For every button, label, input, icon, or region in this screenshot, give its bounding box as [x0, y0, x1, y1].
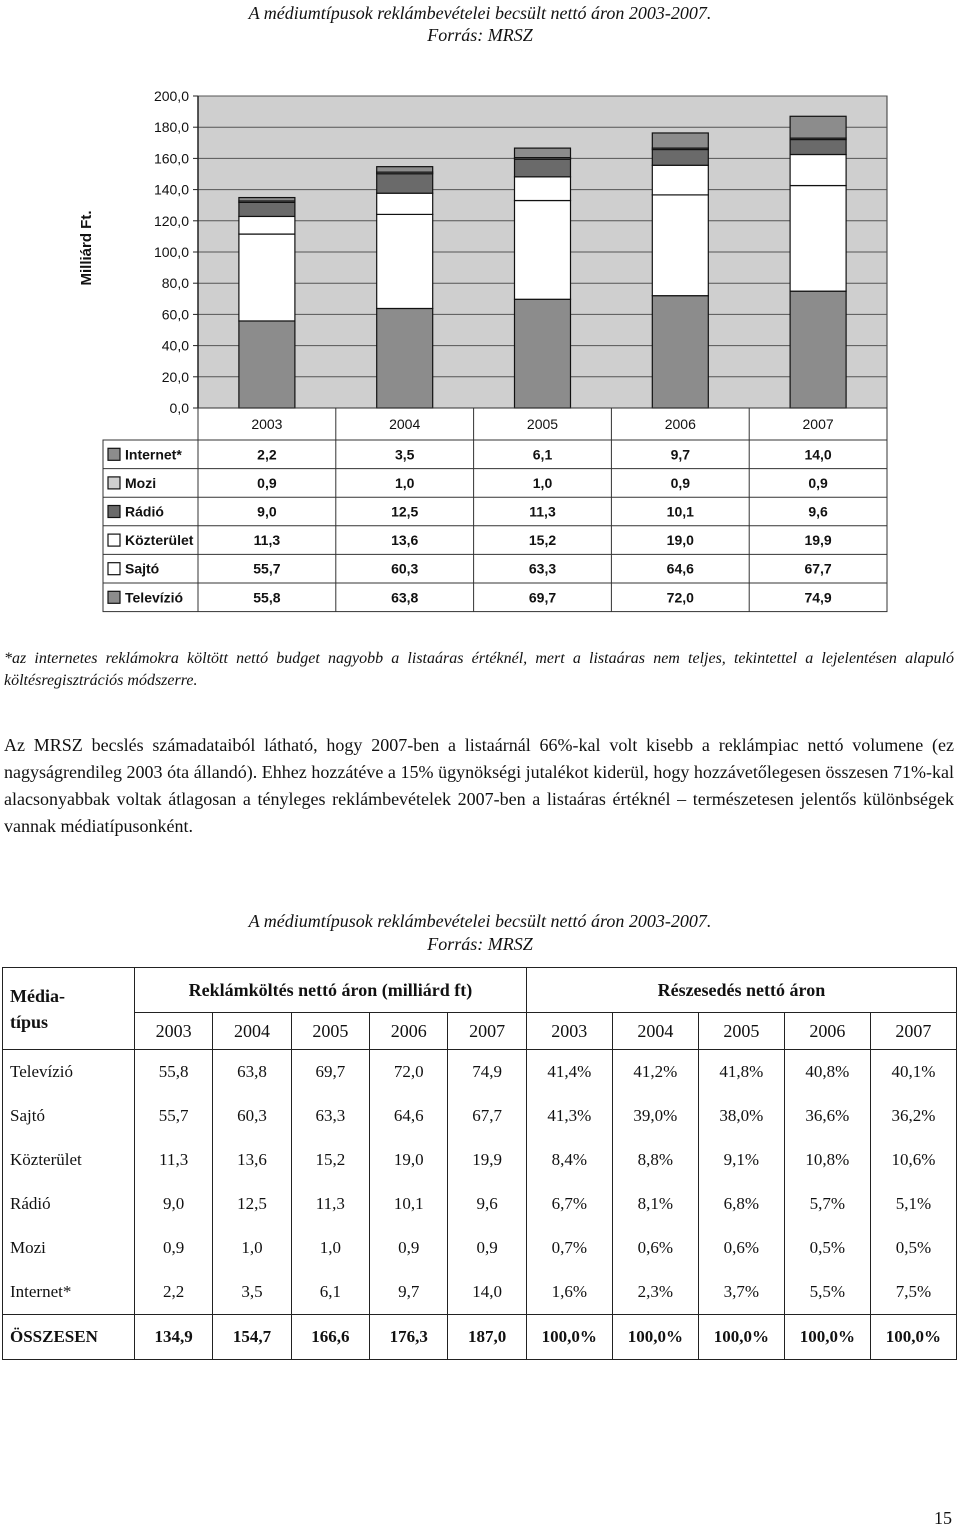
table-year-header: 2006	[370, 1013, 448, 1050]
table-year-header: 2004	[213, 1013, 291, 1050]
bar-segment	[377, 308, 433, 408]
table-year-header: 2007	[448, 1013, 526, 1050]
data-label: 10,1	[666, 503, 694, 520]
table-total-cell: 100,0%	[698, 1315, 784, 1360]
table-cell: 13,6	[213, 1138, 291, 1182]
table-cell: 15,2	[291, 1138, 369, 1182]
data-label: 9,0	[257, 503, 277, 520]
bar-segment	[515, 201, 571, 300]
table-caption-title: A médiumtípusok reklámbevételei becsült nettó áron 2003-2007.	[248, 911, 712, 931]
table-cell: 7,5%	[870, 1270, 956, 1315]
legend-label: Sajtó	[125, 560, 160, 577]
table-cell: 38,0%	[698, 1094, 784, 1138]
legend-swatch	[108, 506, 120, 518]
table-cell: 40,8%	[784, 1050, 870, 1095]
table-total-cell: 100,0%	[526, 1315, 612, 1360]
table-year-header: 2006	[784, 1013, 870, 1050]
table-row-label: Rádió	[3, 1182, 135, 1226]
chart-footnote: *az internetes reklámokra költött nettó budget nagyobb a listaáras értéknél, mert a listaáras nem teljes, tekintettel a lejelentésen alapuló költésregisztrációs módszerre.	[4, 650, 954, 689]
table-cell: 9,6	[448, 1182, 526, 1226]
table-row-label: Internet*	[3, 1270, 135, 1315]
table-cell: 8,4%	[526, 1138, 612, 1182]
table-year-header: 2007	[870, 1013, 956, 1050]
table-cell: 55,7	[135, 1094, 213, 1138]
table-caption-source: Forrás: MRSZ	[427, 934, 533, 954]
y-tick-label: 60,0	[161, 306, 189, 323]
bar-segment	[377, 193, 433, 214]
table-cell: 0,5%	[784, 1226, 870, 1270]
table-year-header: 2003	[135, 1013, 213, 1050]
table-year-header-row	[3, 1013, 957, 1050]
table-cell: 39,0%	[612, 1094, 698, 1138]
table-cell: 8,8%	[612, 1138, 698, 1182]
table-total-cell: 166,6	[291, 1315, 369, 1360]
body-paragraph: Az MRSZ becslés számadataiból látható, hogy 2007-ben a listaárnál 66%-kal volt kisebb a reklámpiac nettó volumene (ez nagyságrendileg 2003 óta állandó). Ehhez hozzátéve a 15% ügynökségi jutalékot kiderül, hogy hozzávetőlegesen összesen 71%-kal alacsonyabbak voltak átlagosan a tényleges reklámbevételek 2007-ben a listaáras értéknél – természetesen jelentős különbségek vannak médiatípusonként.	[4, 735, 954, 836]
y-tick-label: 140,0	[153, 181, 189, 198]
data-label: 0,9	[670, 474, 691, 491]
data-label: 19,9	[804, 532, 832, 549]
bar-segment	[790, 155, 846, 186]
x-category-label: 2007	[802, 416, 834, 432]
table-cell: 11,3	[291, 1182, 369, 1226]
table-total-cell: 154,7	[213, 1315, 291, 1360]
table-cell: 41,2%	[612, 1050, 698, 1095]
legend-swatch	[108, 534, 120, 546]
table-cell: 0,6%	[698, 1226, 784, 1270]
table-cell: 2,2	[135, 1270, 213, 1315]
data-label: 67,7	[804, 560, 832, 577]
data-label: 69,7	[528, 589, 557, 606]
table-cell: 1,0	[213, 1226, 291, 1270]
table-cell: 69,7	[291, 1050, 369, 1095]
table-cell: 0,6%	[612, 1226, 698, 1270]
table-cell: 0,5%	[870, 1226, 956, 1270]
table-cell: 10,8%	[784, 1138, 870, 1182]
table-total-cell: 187,0	[448, 1315, 526, 1360]
bar-segment	[239, 321, 295, 408]
data-label: 64,6	[666, 560, 694, 577]
table-row	[3, 1050, 957, 1095]
data-label: 11,3	[529, 503, 556, 520]
bar-segment	[652, 150, 708, 166]
data-label: 6,1	[532, 446, 553, 463]
table-cell: 9,7	[370, 1270, 448, 1315]
data-label: 19,0	[666, 532, 694, 549]
table-cell: 14,0	[448, 1270, 526, 1315]
table-cell: 1,0	[291, 1226, 369, 1270]
table-cell: 9,1%	[698, 1138, 784, 1182]
table-cell: 10,6%	[870, 1138, 956, 1182]
table-year-header: 2005	[698, 1013, 784, 1050]
table-row	[3, 1182, 957, 1226]
bar-segment	[790, 140, 846, 155]
table-cell: 63,8	[213, 1050, 291, 1095]
table-cell: 10,1	[370, 1182, 448, 1226]
legend-label: Mozi	[125, 474, 157, 491]
table-cell: 8,1%	[612, 1182, 698, 1226]
table-total-cell: 100,0%	[870, 1315, 956, 1360]
table-cell: 9,0	[135, 1182, 213, 1226]
table-cell: 12,5	[213, 1182, 291, 1226]
table-cell: 2,3%	[612, 1270, 698, 1315]
table-cell: 0,9	[370, 1226, 448, 1270]
bar-segment	[652, 165, 708, 195]
y-tick-label: 160,0	[153, 150, 189, 167]
y-axis-label: Milliárd Ft.	[78, 210, 95, 286]
table-cell: 41,4%	[526, 1050, 612, 1095]
table-row	[3, 1270, 957, 1315]
y-tick-label: 100,0	[153, 244, 189, 260]
data-label: 1,0	[394, 474, 415, 491]
table-cell: 55,8	[135, 1050, 213, 1095]
table-cell: 36,6%	[784, 1094, 870, 1138]
table-year-header: 2004	[612, 1013, 698, 1050]
x-category-label: 2006	[664, 416, 696, 432]
table-row-label: Mozi	[3, 1226, 135, 1270]
data-label: 12,5	[391, 503, 419, 520]
bar-segment	[790, 291, 846, 408]
legend-label: Internet*	[125, 446, 182, 463]
table-row-label: Sajtó	[3, 1094, 135, 1138]
table-cell: 72,0	[370, 1050, 448, 1095]
bar-segment	[515, 177, 571, 201]
y-tick-label: 180,0	[153, 119, 189, 136]
table-cell: 0,7%	[526, 1226, 612, 1270]
data-label: 63,3	[528, 560, 557, 577]
table-total-cell: 100,0%	[612, 1315, 698, 1360]
bar-segment	[239, 202, 295, 216]
table-group-header-share: Részesedés nettó áron	[526, 968, 956, 1013]
data-label: 15,2	[528, 532, 557, 549]
media-revenue-table	[2, 967, 957, 1360]
data-label: 9,7	[670, 446, 691, 463]
bar-segment	[515, 148, 571, 158]
table-row-label: Televízió	[3, 1050, 135, 1095]
table-cell: 60,3	[213, 1094, 291, 1138]
bar-segment	[377, 214, 433, 308]
data-label: 1,0	[532, 474, 553, 491]
data-label: 2,2	[257, 446, 277, 463]
y-tick-label: 200,0	[153, 88, 189, 104]
table-cell: 5,1%	[870, 1182, 956, 1226]
table-cell: 6,8%	[698, 1182, 784, 1226]
table-cell: 19,0	[370, 1138, 448, 1182]
bar-segment	[652, 195, 708, 296]
bar-segment	[239, 216, 295, 234]
legend-swatch	[108, 591, 120, 603]
table-group-header-spend: Reklámköltés nettó áron (milliárd ft)	[135, 968, 527, 1013]
data-label: 9,6	[808, 503, 828, 520]
table-cell: 1,6%	[526, 1270, 612, 1315]
table-cell: 36,2%	[870, 1094, 956, 1138]
table-total-label: ÖSSZESEN	[3, 1315, 135, 1360]
data-label: 55,8	[253, 589, 281, 606]
data-label: 72,0	[666, 589, 694, 606]
data-label: 60,3	[391, 560, 419, 577]
bar-segment	[515, 159, 571, 177]
data-label: 55,7	[253, 560, 281, 577]
table-cell: 64,6	[370, 1094, 448, 1138]
table-cell: 41,8%	[698, 1050, 784, 1095]
legend-swatch	[108, 563, 120, 575]
table-cell: 6,1	[291, 1270, 369, 1315]
table-total-cell: 134,9	[135, 1315, 213, 1360]
data-label: 13,6	[391, 532, 419, 549]
bar-segment	[790, 116, 846, 138]
data-label: 0,9	[257, 474, 277, 491]
table-total-cell: 100,0%	[784, 1315, 870, 1360]
bar-segment	[239, 234, 295, 321]
table-total-row	[3, 1315, 957, 1360]
bar-segment	[652, 296, 708, 408]
table-total-cell: 176,3	[370, 1315, 448, 1360]
y-tick-label: 40,0	[161, 337, 189, 354]
y-tick-label: 80,0	[161, 275, 189, 292]
table-cell: 0,9	[448, 1226, 526, 1270]
bar-segment	[652, 133, 708, 148]
table-row	[3, 1094, 957, 1138]
page-number: 15	[934, 1508, 952, 1528]
table-cell: 40,1%	[870, 1050, 956, 1095]
legend-label: Közterület	[125, 532, 194, 549]
y-tick-label: 120,0	[153, 212, 189, 229]
table-cell: 67,7	[448, 1094, 526, 1138]
table-cell: 11,3	[135, 1138, 213, 1182]
data-label: 63,8	[391, 589, 419, 606]
bar-segment	[377, 167, 433, 172]
table-row-label: Közterület	[3, 1138, 135, 1182]
table-cell: 0,9	[135, 1226, 213, 1270]
bar-segment	[239, 198, 295, 201]
table-row	[3, 1226, 957, 1270]
bar-segment	[515, 299, 571, 408]
table-cell: 19,9	[448, 1138, 526, 1182]
x-category-label: 2004	[389, 416, 421, 432]
table-cell: 63,3	[291, 1094, 369, 1138]
table-cell: 74,9	[448, 1050, 526, 1095]
stacked-bar-chart	[0, 78, 960, 618]
chart-caption-title: A médiumtípusok reklámbevételei becsült nettó áron 2003-2007.	[248, 3, 712, 23]
bar-segment	[377, 174, 433, 194]
table-cell: 41,3%	[526, 1094, 612, 1138]
data-label: 11,3	[253, 532, 281, 549]
legend-swatch	[108, 448, 120, 460]
y-tick-label: 0,0	[169, 400, 189, 416]
legend-label: Televízió	[125, 589, 184, 606]
table-corner-header: Média- típus	[3, 968, 135, 1050]
data-label: 3,5	[394, 446, 415, 463]
x-category-label: 2003	[251, 416, 283, 432]
chart-caption-source: Forrás: MRSZ	[427, 25, 533, 45]
x-category-label: 2005	[526, 416, 559, 432]
table-cell: 3,5	[213, 1270, 291, 1315]
table-cell: 5,5%	[784, 1270, 870, 1315]
table-cell: 6,7%	[526, 1182, 612, 1226]
table-year-header: 2003	[526, 1013, 612, 1050]
bar-segment	[790, 186, 846, 292]
data-label: 0,9	[808, 474, 828, 491]
data-label: 74,9	[804, 589, 832, 606]
data-label: 14,0	[804, 446, 832, 463]
table-year-header: 2005	[291, 1013, 369, 1050]
y-tick-label: 20,0	[161, 368, 189, 385]
legend-swatch	[108, 477, 120, 489]
table-cell: 3,7%	[698, 1270, 784, 1315]
table-cell: 5,7%	[784, 1182, 870, 1226]
table-row	[3, 1138, 957, 1182]
legend-label: Rádió	[125, 503, 164, 520]
